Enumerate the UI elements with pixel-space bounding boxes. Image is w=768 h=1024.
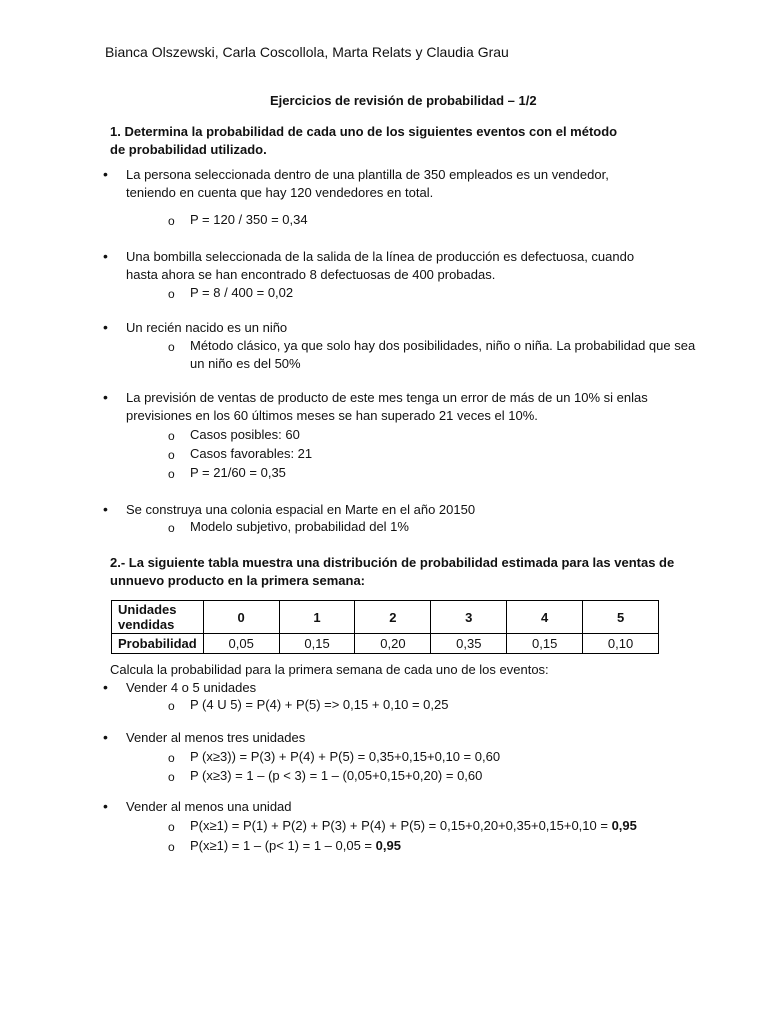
table-cell: 1: [279, 601, 355, 634]
bullet-icon: •: [103, 248, 108, 264]
event-calc: P (x≥3) = 1 – (p < 3) = 1 – (0,05+0,15+0,20) = 0,60: [190, 768, 483, 783]
sub-item: Casos posibles: 60: [190, 427, 300, 442]
probability-table: [111, 600, 659, 654]
table-cell: 0,15: [507, 634, 583, 654]
sub-bullet-icon: o: [168, 429, 175, 443]
list-item-line: teniendo en cuenta que hay 120 vendedores en total.: [126, 185, 434, 200]
sub-bullet-icon: o: [168, 699, 175, 713]
list-item-line: Una bombilla seleccionada de la salida de la línea de producción es defectuosa, cuando: [126, 249, 635, 264]
table-cell: 2: [355, 601, 431, 634]
question-1-line-1: 1. Determina la probabilidad de cada uno de los siguientes eventos con el método: [110, 124, 618, 139]
table-row: [112, 634, 659, 654]
calc-intro: Calcula la probabilidad para la primera semana de cada uno de los eventos:: [110, 662, 549, 677]
table-cell: 3: [431, 601, 507, 634]
sub-bullet-icon: o: [168, 287, 175, 301]
table-cell: 0,35: [431, 634, 507, 654]
bullet-icon: •: [103, 319, 108, 335]
list-item: [126, 248, 634, 284]
event-result: 0,95: [611, 818, 637, 833]
question-2-line-2: unnuevo producto en la primera semana:: [110, 573, 365, 588]
question-1-heading: [110, 123, 617, 159]
event-calc-text: P(x≥1) = P(1) + P(2) + P(3) + P(4) + P(5) = 0,15+0,20+0,35+0,15+0,10 =: [190, 818, 612, 833]
table-cell: 5: [583, 601, 659, 634]
list-item: Se construya una colonia espacial en Marte en el año 20150: [126, 502, 476, 517]
sub-bullet-icon: o: [168, 340, 175, 354]
bullet-icon: •: [103, 798, 108, 814]
authors-line: Bianca Olszewski, Carla Coscollola, Marta Relats y Claudia Grau: [105, 44, 509, 60]
sub-bullet-icon: o: [168, 820, 175, 834]
event-label: Vender al menos una unidad: [126, 799, 292, 814]
sub-bullet-icon: o: [168, 214, 175, 228]
list-item: [126, 389, 648, 425]
list-item: [126, 166, 609, 202]
sub-bullet-icon: o: [168, 467, 175, 481]
question-1-line-2: de probabilidad utilizado.: [110, 142, 267, 157]
bullet-icon: •: [103, 166, 108, 182]
sub-item: Modelo subjetivo, probabilidad del 1%: [190, 519, 409, 534]
sub-bullet-icon: o: [168, 448, 175, 462]
list-item-line: hasta ahora se han encontrado 8 defectuosas de 400 probadas.: [126, 267, 496, 282]
sub-bullet-icon: o: [168, 521, 175, 535]
sub-item-line: un niño es del 50%: [190, 356, 301, 371]
event-calc: [190, 817, 637, 835]
sub-item: P = 120 / 350 = 0,34: [190, 212, 308, 227]
list-item-line: Un recién nacido es un niño: [126, 320, 288, 335]
event-label: Vender 4 o 5 unidades: [126, 680, 257, 695]
event-calc: [190, 837, 401, 855]
question-2-heading: [110, 554, 674, 590]
bullet-icon: •: [103, 729, 108, 745]
event-calc-text: P(x≥1) = 1 – (p< 1) = 1 – 0,05 =: [190, 838, 376, 853]
document-title: Ejercicios de revisión de probabilidad – 1/2: [270, 93, 537, 108]
event-calc: P (4 U 5) = P(4) + P(5) => 0,15 + 0,10 = 0,25: [190, 697, 449, 712]
question-2-line-1: 2.- La siguiente tabla muestra una distribución de probabilidad estimada para las ventas de: [110, 555, 675, 570]
sub-bullet-icon: o: [168, 751, 175, 765]
table-row-header-line: Unidades: [118, 602, 177, 617]
sub-bullet-icon: o: [168, 840, 175, 854]
bullet-icon: •: [103, 389, 108, 405]
table-cell: 4: [507, 601, 583, 634]
bullet-icon: •: [103, 501, 108, 517]
table-cell: 0,15: [279, 634, 355, 654]
table-cell: 0,10: [583, 634, 659, 654]
table-row-header-line: vendidas: [118, 617, 175, 632]
sub-bullet-icon: o: [168, 770, 175, 784]
sub-item: Casos favorables: 21: [190, 446, 313, 461]
list-item-line: La previsión de ventas de producto de este mes tenga un error de más de un 10% si enlas: [126, 390, 648, 405]
table-cell: 0,20: [355, 634, 431, 654]
sub-item: P = 8 / 400 = 0,02: [190, 285, 294, 300]
event-calc: P (x≥3)) = P(3) + P(4) + P(5) = 0,35+0,15+0,10 = 0,60: [190, 749, 501, 764]
table-row: [112, 601, 659, 634]
table-cell: 0: [203, 601, 279, 634]
list-item-line: previsiones en los 60 últimos meses se han superado 21 veces el 10%.: [126, 408, 538, 423]
sub-item: [190, 337, 695, 373]
table-row-header: [112, 601, 204, 634]
table-row-header: Probabilidad: [112, 634, 204, 654]
event-label: Vender al menos tres unidades: [126, 730, 306, 745]
bullet-icon: •: [103, 679, 108, 695]
event-result: 0,95: [375, 838, 401, 853]
sub-item-line: Método clásico, ya que solo hay dos posibilidades, niño o niña. La probabilidad que sea: [190, 338, 696, 353]
table-cell: 0,05: [203, 634, 279, 654]
sub-item: P = 21/60 = 0,35: [190, 465, 286, 480]
list-item: [126, 319, 287, 337]
list-item-line: La persona seleccionada dentro de una plantilla de 350 empleados es un vendedor,: [126, 167, 609, 182]
